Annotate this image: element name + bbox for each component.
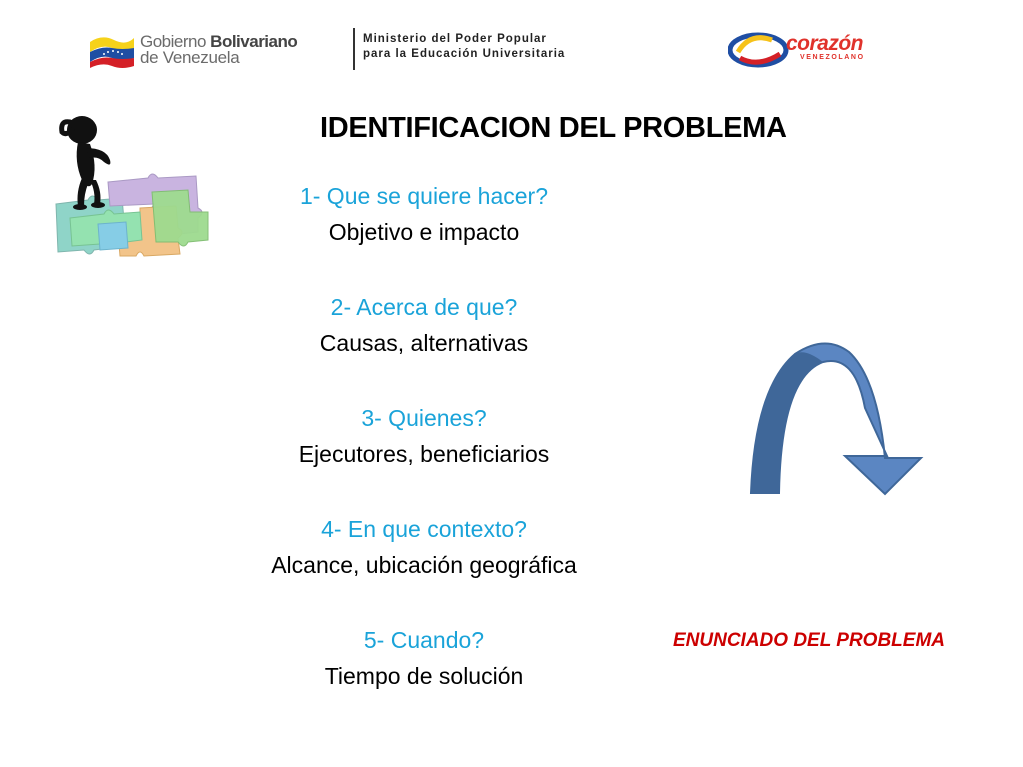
corazon-subtitle: VENEZOLANO	[800, 54, 865, 61]
questions-list	[224, 178, 624, 733]
question-answer: Alcance, ubicación geográfica	[271, 552, 577, 578]
corazon-heart-swirl-icon	[728, 30, 790, 68]
list-item	[224, 400, 624, 471]
thinking-figure-on-puzzle-icon	[48, 112, 210, 262]
question-title: 4- En que contexto?	[321, 516, 527, 542]
venezuela-flag-icon	[88, 30, 136, 68]
question-answer: Causas, alternativas	[319, 330, 529, 356]
page-title: IDENTIFICACION DEL PROBLEMA	[320, 112, 787, 144]
gobierno-bolivariano-logo	[88, 24, 648, 76]
list-item	[224, 178, 624, 249]
ministerio-line2: para la Educación Universitaria	[363, 48, 566, 60]
question-answer: Ejecutores, beneficiarios	[298, 441, 550, 467]
enunciado-label: ENUNCIADO DEL PROBLEMA	[673, 630, 945, 651]
question-title: 3- Quienes?	[361, 405, 487, 431]
logo-divider	[353, 28, 355, 70]
list-item	[224, 622, 624, 693]
list-item	[224, 289, 624, 360]
corazon-venezolano-logo	[728, 30, 913, 68]
gobierno-line2: de Venezuela	[140, 48, 240, 67]
question-title: 5- Cuando?	[363, 627, 485, 653]
list-item	[224, 511, 624, 582]
question-title: 2- Acerca de que?	[330, 294, 518, 320]
ministerio-line1: Ministerio del Poder Popular	[363, 33, 547, 45]
corazon-word: corazón	[786, 32, 864, 55]
question-title: 1- Que se quiere hacer?	[299, 183, 549, 209]
question-answer: Tiempo de solución	[324, 663, 524, 689]
gobierno-line1: Gobierno Bolivariano	[140, 32, 298, 51]
question-answer: Objetivo e impacto	[328, 219, 520, 245]
curved-arrow-icon	[745, 338, 925, 498]
